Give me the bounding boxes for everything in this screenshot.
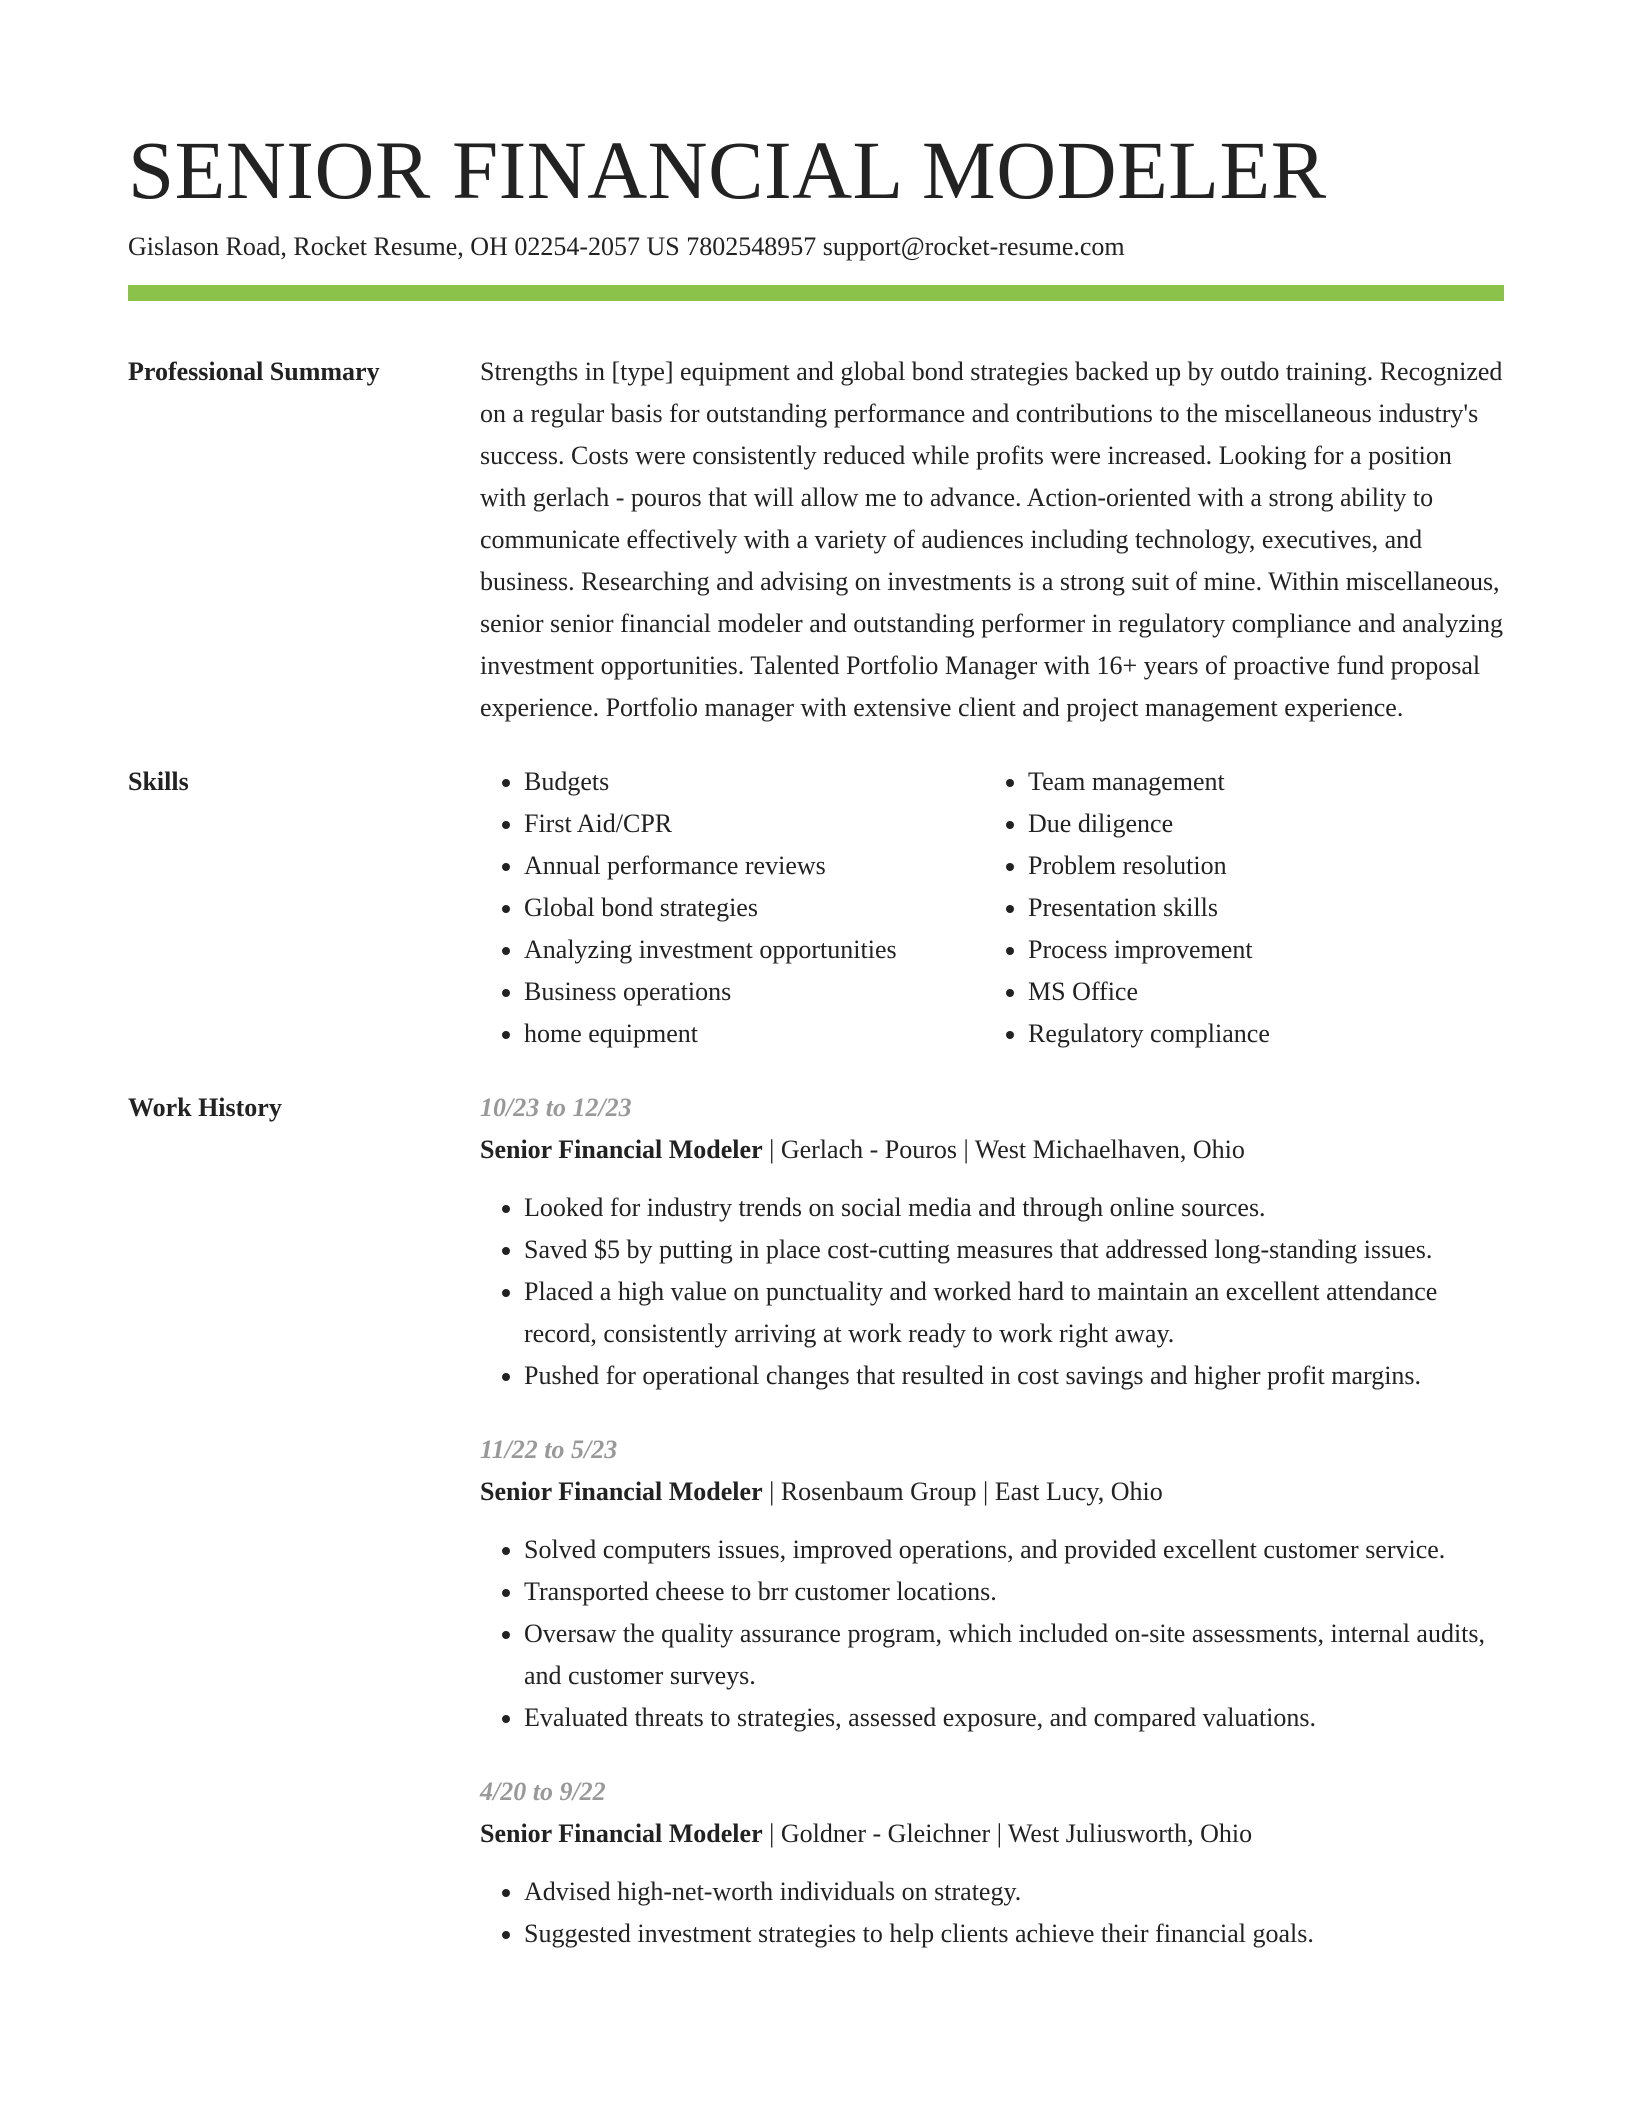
section-label-professional-summary: Professional Summary	[128, 357, 380, 386]
job-dates: 11/22 to 5/23	[480, 1435, 618, 1464]
summary-text: Strengths in [type] equipment and global bond strategies backed up by outdo training. Recognized on a regular basis for outstanding performance and contributions to the miscellaneous industry's success. Costs were consistently reduced while profits were increased. Looking for a position with gerlach - pouros that will allow me to advance. Action-oriented with a strong ability to communicate effectively with a variety of audiences including technology, executives, and business. Researching and advising on investments is a strong suit of mine. Within miscellaneous, senior senior financial modeler and outstanding performer in regulatory compliance and analyzing investment opportunities. Talented Portfolio Manager with 16+ years of proactive fund proposal experience. Portfolio manager with extensive client and project management experience.	[480, 357, 1504, 722]
skill-item: • First Aid/CPR	[524, 803, 984, 845]
skill-item: • Analyzing investment opportunities	[524, 929, 984, 971]
skill-item: • Due diligence	[1028, 803, 1488, 845]
skills-body	[480, 761, 1504, 1055]
work-history-body	[480, 1087, 1504, 1987]
resume-page	[128, 0, 1504, 1987]
job-dates: 4/20 to 9/22	[480, 1777, 606, 1806]
skills-section	[128, 761, 1504, 1055]
skill-item: • Team management	[1028, 761, 1488, 803]
professional-summary-section	[128, 351, 1504, 729]
job-title-line	[480, 1471, 1504, 1513]
skill-item: • Regulatory compliance	[1028, 1013, 1488, 1055]
job-bullets	[480, 1529, 1504, 1739]
job-bullet: • Saved $5 by putting in place cost-cutting measures that addressed long-standing issues.	[524, 1229, 1504, 1271]
skill-item: • Presentation skills	[1028, 887, 1488, 929]
section-label-skills: Skills	[128, 767, 189, 796]
candidate-name: SENIOR FINANCIAL MODELER	[128, 124, 1327, 216]
job-dates: 10/23 to 12/23	[480, 1093, 632, 1122]
job-bullet: • Advised high-net-worth individuals on strategy.	[524, 1871, 1504, 1913]
skill-item: • Problem resolution	[1028, 845, 1488, 887]
skill-item: • Global bond strategies	[524, 887, 984, 929]
skill-item: • Annual performance reviews	[524, 845, 984, 887]
skill-item: • Business operations	[524, 971, 984, 1013]
skill-item: • MS Office	[1028, 971, 1488, 1013]
job-bullet: • Looked for industry trends on social media and through online sources.	[524, 1187, 1504, 1229]
skill-item: • Process improvement	[1028, 929, 1488, 971]
job-bullet: • Transported cheese to brr customer locations.	[524, 1571, 1504, 1613]
job-bullet: • Pushed for operational changes that resulted in cost savings and higher profit margins.	[524, 1355, 1504, 1397]
job-bullet: • Oversaw the quality assurance program, which included on-site assessments, internal audits, and customer surveys.	[524, 1613, 1504, 1697]
contact-info: Gislason Road, Rocket Resume, OH 02254-2057 US 7802548957 support@rocket-resume.com	[128, 232, 1125, 261]
job-entry	[480, 1087, 1504, 1397]
job-title: Senior Financial Modeler	[480, 1819, 763, 1848]
summary-body	[480, 351, 1504, 729]
skills-list-right	[984, 761, 1488, 1055]
job-details: | Rosenbaum Group | East Lucy, Ohio	[762, 1477, 1163, 1506]
skill-item: • Budgets	[524, 761, 984, 803]
job-title-line	[480, 1129, 1504, 1171]
skills-column-left	[480, 761, 984, 1055]
job-entry	[480, 1771, 1504, 1955]
job-bullet: • Evaluated threats to strategies, assessed exposure, and compared valuations.	[524, 1697, 1504, 1739]
job-bullet: • Placed a high value on punctuality and worked hard to maintain an excellent attendance record, consistently arriving at work ready to work right away.	[524, 1271, 1504, 1355]
header-divider	[128, 285, 1504, 301]
job-bullets	[480, 1871, 1504, 1955]
job-bullets	[480, 1187, 1504, 1397]
job-entry	[480, 1429, 1504, 1739]
job-details: | Gerlach - Pouros | West Michaelhaven, Ohio	[762, 1135, 1245, 1164]
job-bullet: • Solved computers issues, improved operations, and provided excellent customer service.	[524, 1529, 1504, 1571]
job-title: Senior Financial Modeler	[480, 1135, 763, 1164]
skills-column-right	[984, 761, 1488, 1055]
section-label-work-history: Work History	[128, 1093, 282, 1122]
job-title-line	[480, 1813, 1504, 1855]
work-history-section	[128, 1087, 1504, 1987]
job-bullet: • Suggested investment strategies to help clients achieve their financial goals.	[524, 1913, 1504, 1955]
skills-list-left	[480, 761, 984, 1055]
job-details: | Goldner - Gleichner | West Juliusworth, Ohio	[762, 1819, 1253, 1848]
skill-item: • home equipment	[524, 1013, 984, 1055]
job-title: Senior Financial Modeler	[480, 1477, 763, 1506]
